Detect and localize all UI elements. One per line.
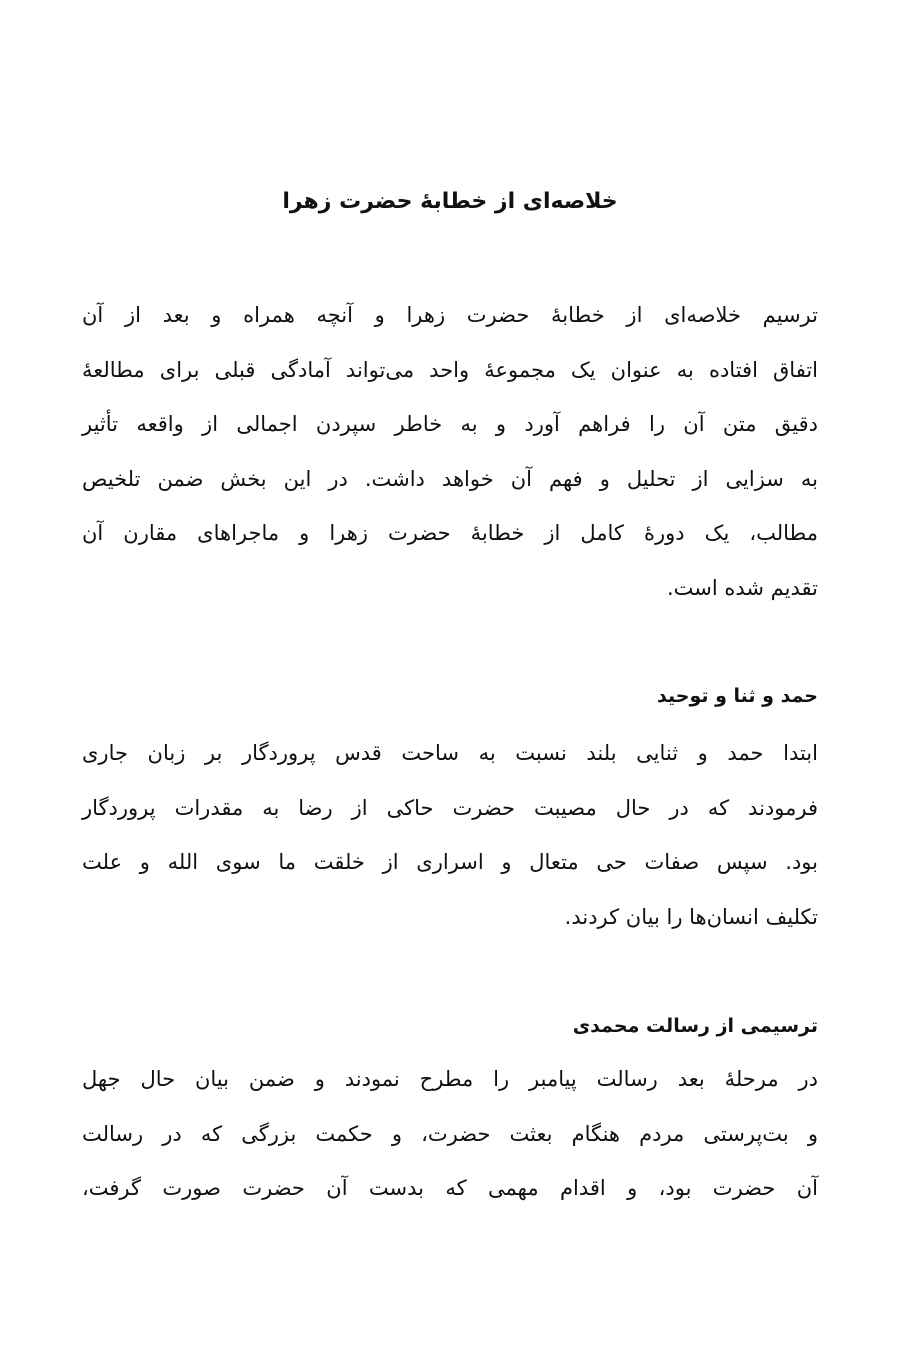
section-paragraph-praise <box>82 726 818 944</box>
paragraph-line: آن حضرت بود، و اقدام مهمی که بدست آن حضرت صورت گرفت، <box>82 1176 818 1200</box>
paragraph-line: ابتدا حمد و ثنایی بلند نسبت به ساحت قدس پروردگار بر زبان جاری <box>82 741 818 765</box>
section-heading-prophethood: ترسیمی از رسالت محمدی <box>572 1015 818 1037</box>
intro-line: ترسیم خلاصه‌ای از خطابهٔ حضرت زهرا و آنچه همراه و بعد از آن <box>82 303 818 327</box>
section-heading-praise: حمد و ثنا و توحید <box>657 685 818 707</box>
paragraph-line: فرمودند که در حال مصیبت حضرت حاکی از رضا به مقدرات پروردگار <box>82 795 818 820</box>
intro-line: دقیق متن آن را فراهم آورد و به خاطر سپردن اجمالی از واقعه تأثیر <box>82 412 818 436</box>
section-paragraph-prophethood <box>82 1052 818 1216</box>
paragraph-line: و بت‌پرستی مردم هنگام بعثت حضرت، و حکمت بزرگی که در رسالت <box>82 1121 818 1146</box>
intro-line: به سزایی از تحلیل و فهم آن خواهد داشت. در این بخش ضمن تلخیص <box>82 466 818 491</box>
book-page <box>82 0 818 1366</box>
intro-line: مطالب، یک دورهٔ کامل از خطابهٔ حضرت زهرا و ماجراهای مقارن آن <box>82 521 818 545</box>
paragraph-line: تکلیف انسان‌ها را بیان کردند. <box>564 904 818 929</box>
intro-paragraph <box>82 288 818 615</box>
paragraph-line: بود. سپس صفات حی متعال و اسراری از خلقت ما سوی الله و علت <box>82 850 818 874</box>
intro-line: تقدیم شده است. <box>666 575 818 600</box>
paragraph-line: در مرحلهٔ بعد رسالت پیامبر را مطرح نمودند و ضمن بیان حال جهل <box>82 1067 818 1091</box>
intro-line: اتفاق افتاده به عنوان یک مجموعهٔ واحد می‌تواند آمادگی قبلی برای مطالعهٔ <box>82 357 818 382</box>
page-title: خلاصه‌ای از خطابهٔ حضرت زهرا <box>282 189 618 214</box>
